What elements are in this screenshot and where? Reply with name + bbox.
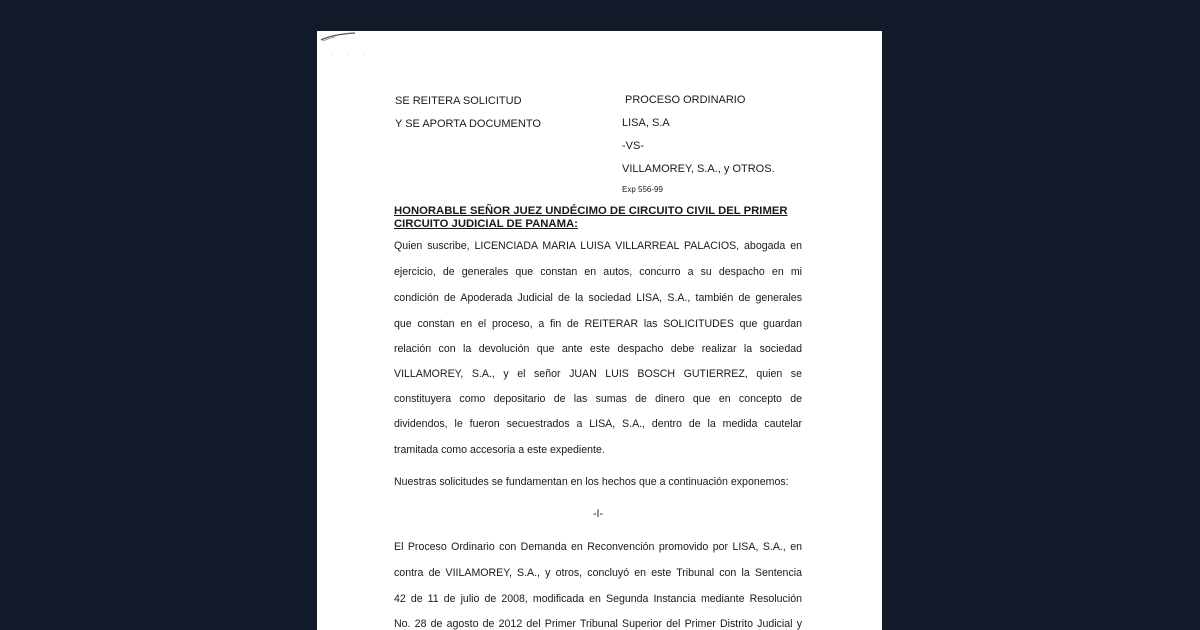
paragraph3-line: 42 de 11 de julio de 2008, modificada en Segunda Instancia mediante Resolución bbox=[394, 593, 802, 605]
section-mark: -I- bbox=[593, 508, 603, 520]
scan-artifact-mark bbox=[319, 31, 359, 45]
paragraph1-line: Quien suscribe, LICENCIADA MARIA LUISA VILLARREAL PALACIOS, abogada en bbox=[394, 240, 802, 252]
paragraph1-line: ejercicio, de generales que constan en autos, concurro a su despacho en mi bbox=[394, 266, 802, 278]
scan-artifact-dots: · · · bbox=[331, 53, 371, 59]
paragraph3-line: El Proceso Ordinario con Demanda en Reconvención promovido por LISA, S.A., en bbox=[394, 541, 802, 553]
paragraph3-line: contra de VIILAMOREY, S.A., y otros, concluyó en este Tribunal con la Sentencia bbox=[394, 567, 802, 579]
header-right-proceso: PROCESO ORDINARIO bbox=[625, 94, 746, 106]
header-left-line-1: SE REITERA SOLICITUD bbox=[395, 95, 522, 107]
document-page bbox=[317, 31, 882, 630]
header-right-party: LISA, S.A bbox=[622, 117, 670, 129]
paragraph1-line: tramitada como accesoria a este expediente. bbox=[394, 444, 605, 456]
header-left-line-2: Y SE APORTA DOCUMENTO bbox=[395, 118, 541, 130]
paragraph1-line: relación con la devolución que ante este despacho debe realizar la sociedad bbox=[394, 343, 802, 355]
paragraph3-line: No. 28 de agosto de 2012 del Primer Tribunal Superior del Primer Distrito Judicial y bbox=[394, 618, 802, 630]
header-right-defendant: VILLAMOREY, S.A., y OTROS. bbox=[622, 163, 775, 175]
header-right-vs: -VS- bbox=[622, 140, 644, 152]
expediente-number: Exp 556-99 bbox=[622, 185, 663, 194]
paragraph1-line: que constan en el proceso, a fin de REITERAR las SOLICITUDES que guardan bbox=[394, 318, 802, 330]
court-addressee-heading: HONORABLE SEÑOR JUEZ UNDÉCIMO DE CIRCUITO CIVIL DEL PRIMER CIRCUITO JUDICIAL DE PANAMA: bbox=[394, 205, 788, 230]
paragraph1-line: constituyera como depositario de las sumas de dinero que en concepto de bbox=[394, 393, 802, 405]
paragraph1-line: VILLAMOREY, S.A., y el señor JUAN LUIS BOSCH GUTIERREZ, quien se bbox=[394, 368, 802, 380]
paragraph2-text: Nuestras solicitudes se fundamentan en los hechos que a continuación exponemos: bbox=[394, 476, 789, 488]
paragraph1-line: dividendos, le fueron secuestrados a LISA, S.A., dentro de la medida cautelar bbox=[394, 418, 802, 430]
paragraph1-line: condición de Apoderada Judicial de la sociedad LISA, S.A., también de generales bbox=[394, 292, 802, 304]
